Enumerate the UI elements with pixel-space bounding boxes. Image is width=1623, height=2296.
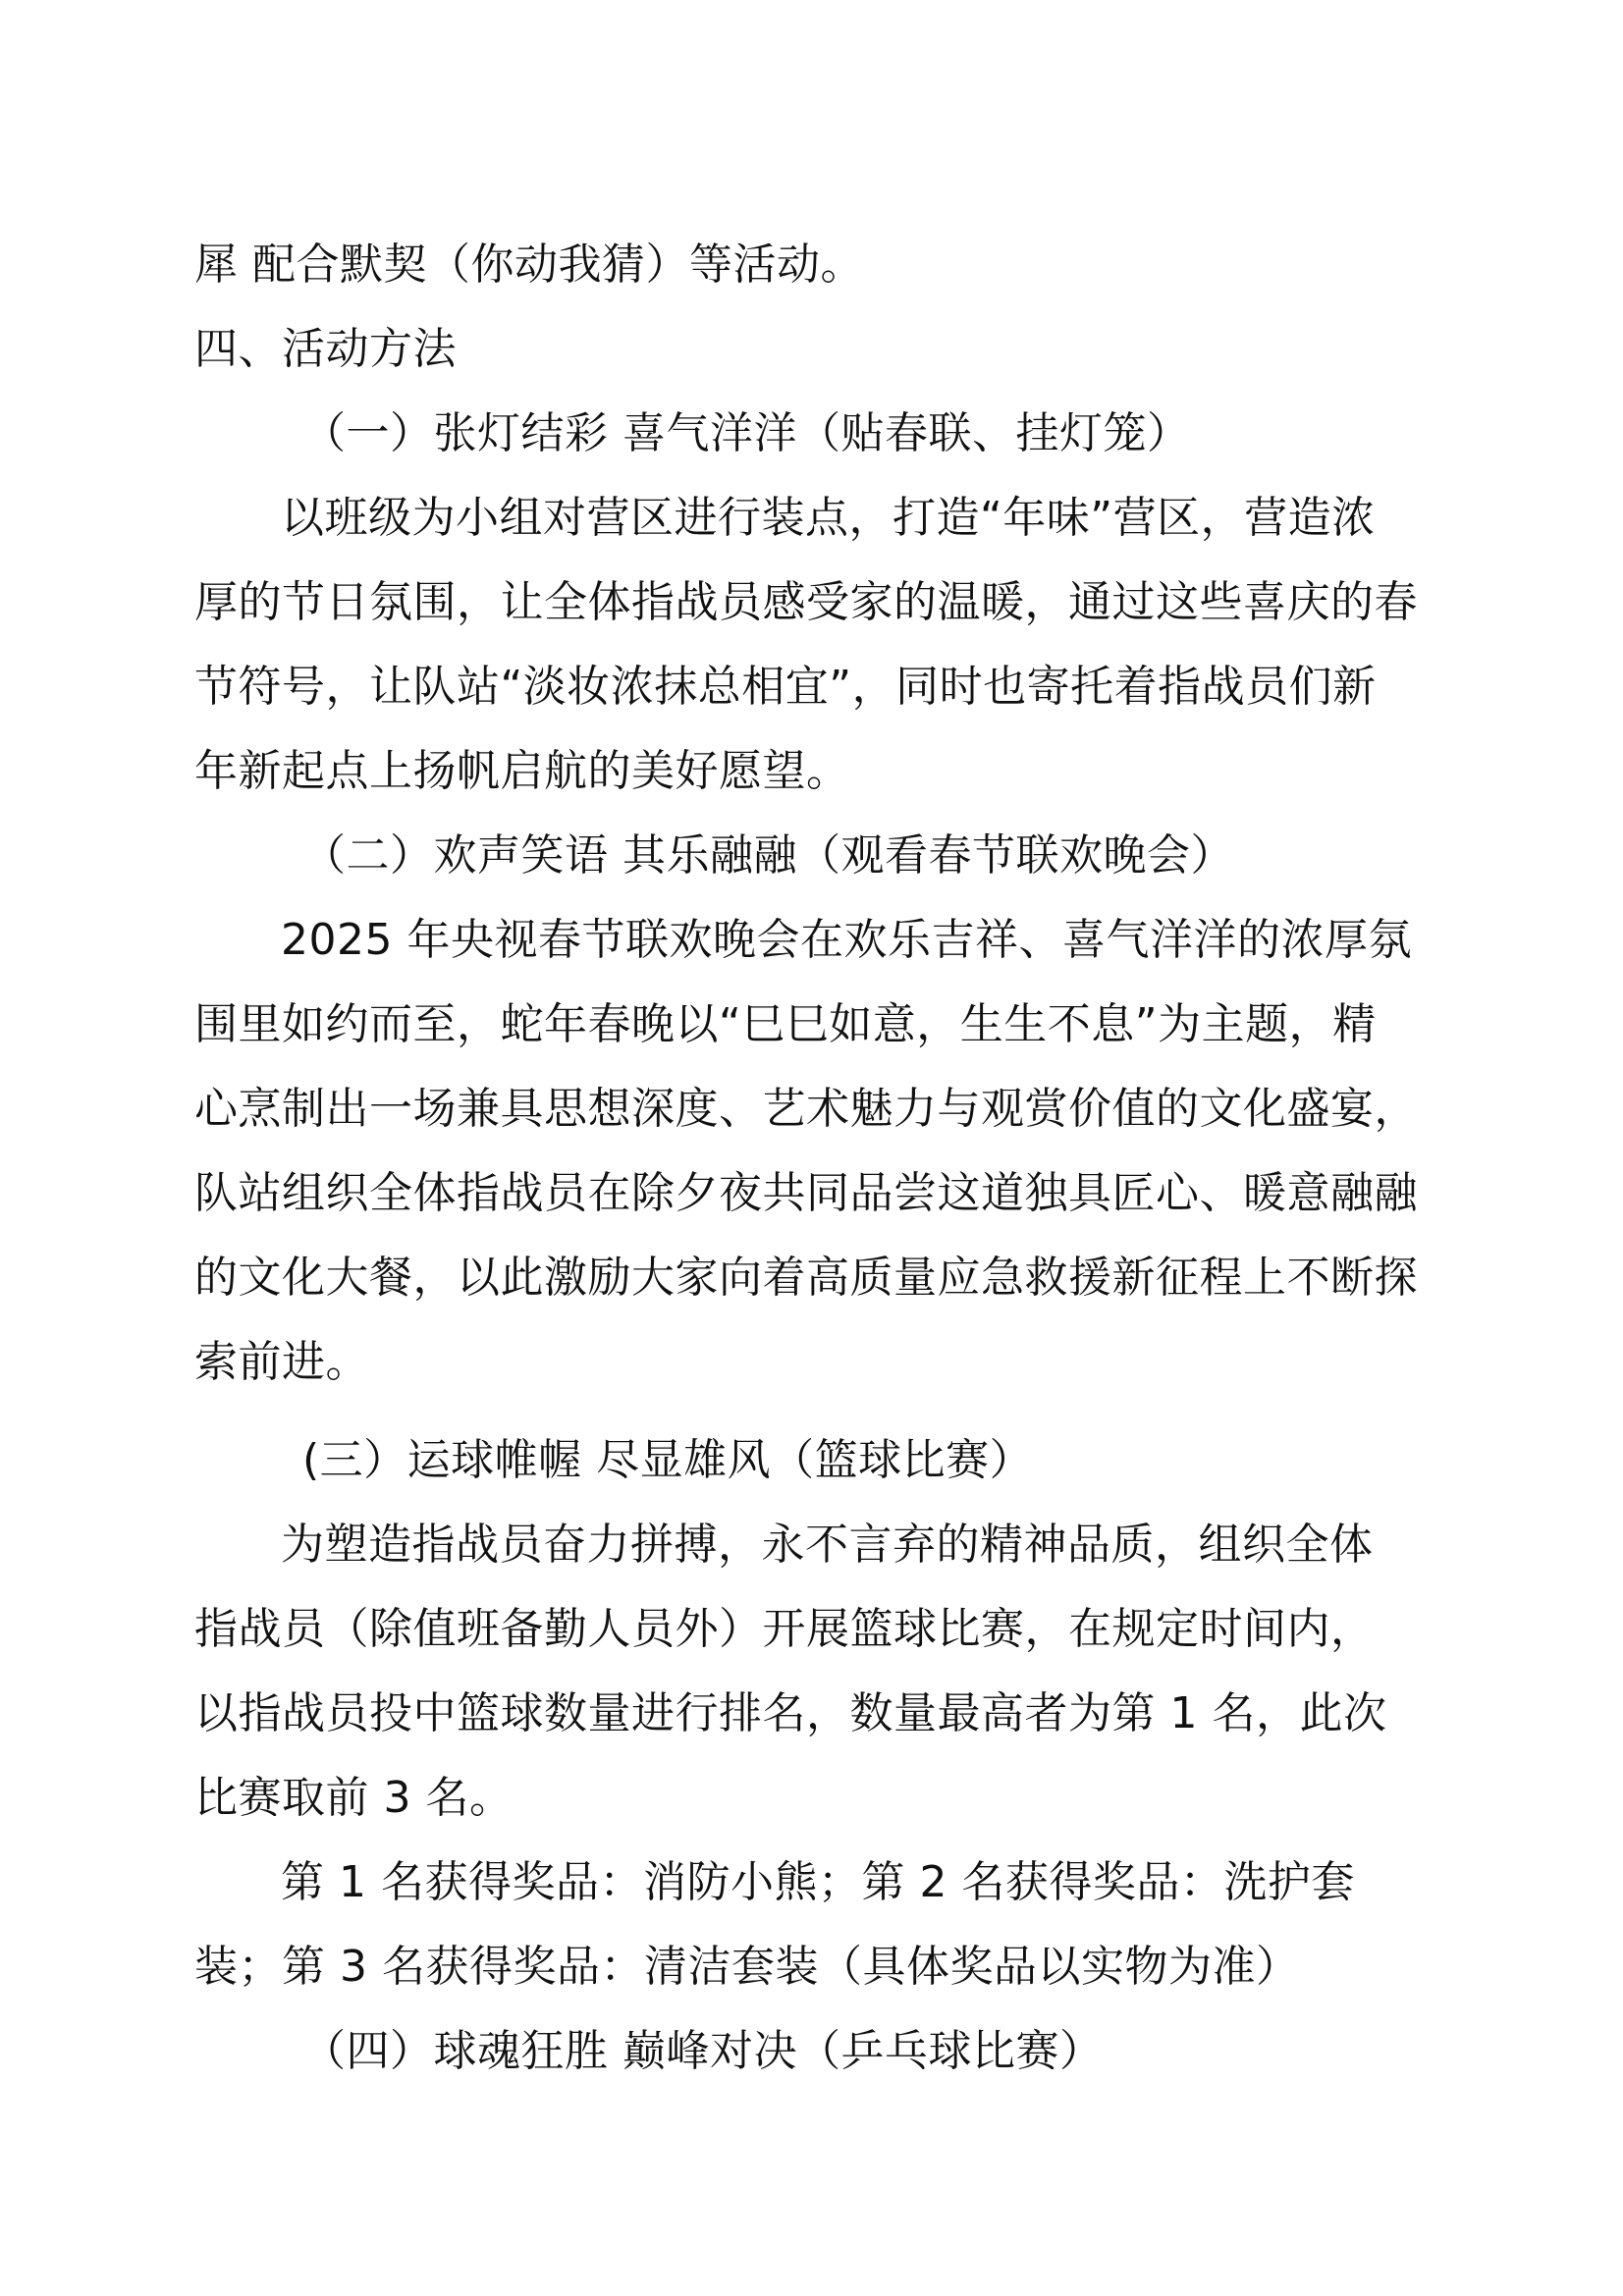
paragraph-line: 第 1 名获得奖品：消防小熊；第 2 名获得奖品：洗护套 [281,1857,1355,1907]
paragraph-line: 索前进。 [194,1337,369,1387]
paragraph-line: 比赛取前 3 名。 [194,1773,514,1823]
paragraph-line: 2025 年央视春节联欢晚会在欢乐吉祥、喜气洋洋的浓厚氛 [281,915,1412,965]
paragraph-line: 节符号，让队站“淡妆浓抹总相宜”，同时也寄托着指战员们新 [194,662,1377,712]
section-heading: 四、活动方法 [194,324,457,374]
subsection-heading: （四）球魂狂胜 巅峰对决（乒乓球比赛） [302,2026,1104,2076]
paragraph-line: 厚的节日氛围，让全体指战员感受家的温暖，通过这些喜庆的春 [194,577,1418,627]
paragraph-line: 指战员（除值班备勤人员外）开展篮球比赛，在规定时间内， [194,1604,1375,1654]
paragraph-line: 以班级为小组对营区进行装点，打造“年味”营区，营造浓 [281,493,1376,543]
paragraph-line: 围里如约而至，蛇年春晚以“巳巳如意，生生不息”为主题，精 [194,999,1377,1049]
subsection-heading: (三）运球帷幄 尽显雄风（篮球比赛） [302,1435,1034,1485]
subsection-heading: （一）张灯结彩 喜气洋洋（贴春联、挂灯笼） [302,408,1191,458]
paragraph-line: 队站组织全体指战员在除夕夜共同品尝这道独具匠心、暖意融融 [194,1168,1418,1218]
paragraph-line: 犀 配合默契（你动我猜）等活动。 [194,240,864,290]
paragraph-line: 以指战员投中篮球数量进行排名，数量最高者为第 1 名，此次 [194,1688,1387,1738]
paragraph-line: 心烹制出一场兼具思想深度、艺术魅力与观赏价值的文化盛宴， [194,1084,1418,1134]
paragraph-line: 为塑造指战员奋力拼搏，永不言弃的精神品质，组织全体 [281,1520,1374,1570]
paragraph-line: 的文化大餐，以此激励大家向着高质量应急救援新征程上不断探 [194,1253,1418,1303]
paragraph-line: 装；第 3 名获得奖品：清洁套装（具体奖品以实物为准） [194,1942,1300,1992]
subsection-heading: （二）欢声笑语 其乐融融（观看春节联欢晚会） [302,830,1234,881]
paragraph-line: 年新起点上扬帆启航的美好愿望。 [194,746,850,796]
